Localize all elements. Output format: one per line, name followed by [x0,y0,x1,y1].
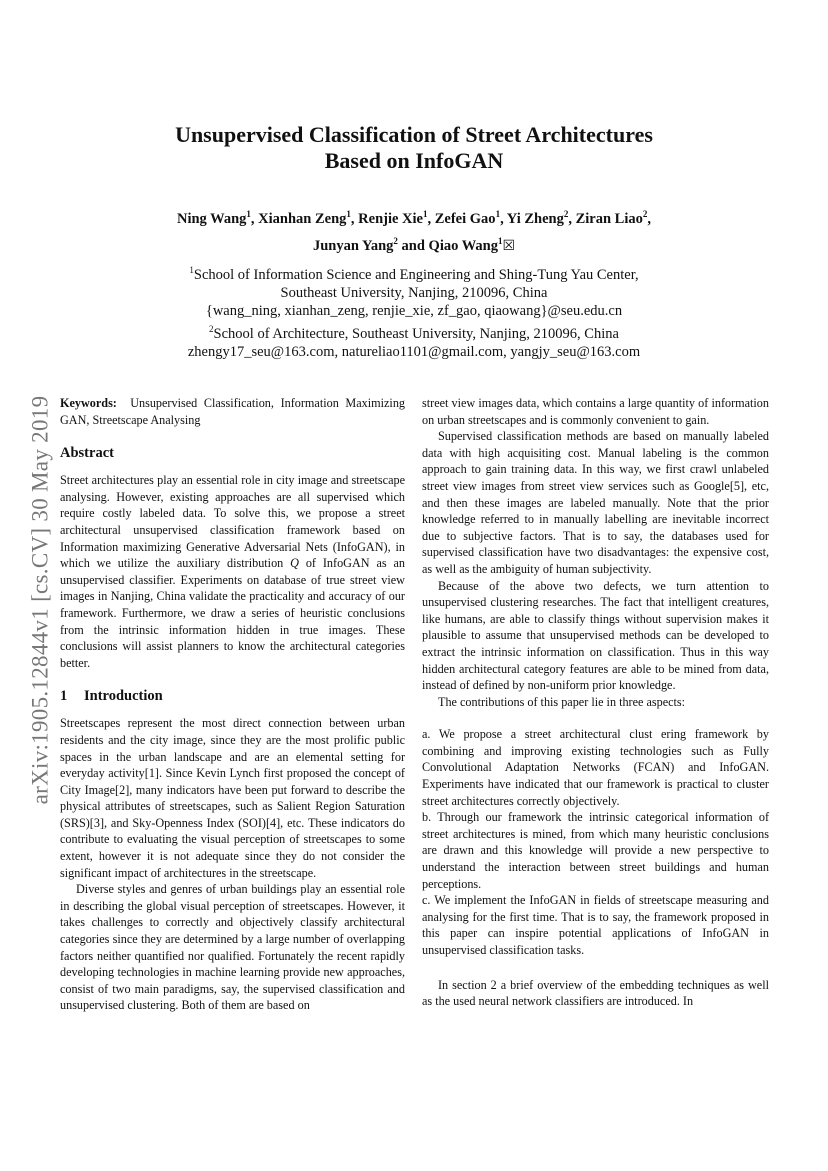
affiliation-2-emails: zhengy17_seu@163.com, natureliao1101@gmail.com, yangjy_seu@163.com [187,343,641,360]
author-name: Ziran Liao [575,210,643,227]
paragraph-section-overview: In section 2 a brief overview of the embedding techniques as well as the used neural network classifiers are introduced. In [422,977,769,1009]
title-line-1: Unsupervised Classification of Street Architectures [175,122,653,147]
right-column [422,395,769,1010]
contribution-item-a: a. We propose a street architectural clust ering framework by combining and improving existing technologies such as Fully Convolutional Adaptation Networks (FCAN) and InfoGAN. Experiments have indicated that our framework is practical to cluster street architectures correctly objectively. [422,727,769,808]
author-name: Junyan Yang [312,237,394,254]
author-affiliation-marker: 2 [563,209,569,219]
arxiv-identifier: arXiv:1905.12844v1 [cs.CV] 30 May 2019 [27,395,52,805]
affiliations [60,261,768,361]
paragraph-contributions: The contributions of this paper lie in three aspects: [438,694,686,709]
contribution-item-c: c. We implement the InfoGAN in fields of streetscape measuring and analysing for the first time. That is to say, the framework proposed in this paper can inspire potential applications of InfoGAN in unsupervised classification tasks. [422,893,769,957]
intro-paragraph-1: Streetscapes represent the most direct connection between urban residents and the city image, since they are the most prolific public spaces in the urban landscape and are an elemental setting for everyday activity[1]. Since Kevin Lynch first proposed the concept of City Image[2], many indicators have been put forward to describe the physical attributes of streetscapes, such as Salient Region Saturation (SRS)[3], and Sky-Openness Index (SOI)[4], etc. These indicators do contribute to evaluating the visual perception of streetscapes to some extent, however it is not adequate since they do not consider the significant impact of architectures in the streetscape. [60,716,405,880]
paper-title [60,122,768,174]
math-symbol-q: Q [290,556,299,571]
author-affiliation-marker: 1 [246,209,251,219]
author-name: Ning Wang [176,210,247,227]
author-affiliation-marker: 1 [495,209,501,219]
author-name: Xianhan Zeng [258,210,347,227]
introduction-heading [60,687,405,705]
section-title: Introduction [84,688,163,705]
author-affiliation-marker: 1 [346,209,351,219]
intro-paragraph-2: Diverse styles and genres of urban buildings play an essential role in describing the global visual perception of streetscapes. However, it takes challenges to correctly and objectively classify architectural categories since they are determined by a large number of overlapping factors neither quantified nor qualified. Fortunately the recent rapidly developing technologies in machine learning provide new approaches, consist of two main paradigms, say, the supervised classification and unsupervised clustering. Both of them are based on [60,882,405,1013]
abstract-heading: Abstract [60,445,114,462]
affiliation-1-emails: {wang_ning, xianhan_zeng, renjie_xie, zf_gao, qiaowang}@seu.edu.cn [205,302,623,319]
author-affiliation-marker: 1 [423,209,428,219]
section-number: 1 [60,688,68,705]
spacer [422,959,769,977]
affiliation-2-marker: 2 [209,323,214,334]
author-name: Zefei Gao [434,210,496,227]
abstract-text: Street architectures play an essential role in city image and streetscape analysing. However, existing approaches are all supervised which require costly labeled data. To solve this, we propose a street architectural unsupervised classification framework based on Information maximizing Generative Adversarial Nets (InfoGAN), in which we utilize the auxiliary distribution Q of InfoGAN as an unsupervised classifier. Experiments on database of true street view images in Nanjing, China validate the practicality and accuracy of our framework. Furthermore, we draw a series of heuristic conclusions from the intrinsic information hidden in true images. These conclusions will assist planners to know the architectural categories better. [60,473,405,670]
author-line-1: Ning Wang$^1$, Xianhan Zeng$^1$, Renjie Xie$^1$, Zefei Gao$^1$, Yi Zheng$^2$, Ziran Liao$^2$, [176,209,652,227]
paragraph-defects: Because of the above two defects, we turn attention to unsupervised clustering researches. The fact that intelligent creatures, like humans, are able to classify things without supervision makes it plausible to assume that unsupervised methods can be developed to extract the intrinsic information on classification. Thus in this way hidden architectural category features are able to be mined from data, instead of defined by non-uniform prior knowledge. [422,578,769,693]
affiliation-1-marker: 1 [189,265,194,275]
author-affiliation-marker: 2 [642,209,648,219]
keywords [60,395,405,428]
envelope-icon: ☒ [502,238,516,254]
keywords-label: Keywords: [60,396,117,410]
paragraph-supervised: Supervised classification methods are based on manually labeled data with high acquisiting cost. Manual labeling is the common approach to gain training data. In this way, we first crawl unlabeled street view images from street view services such as Google[5], etc, and then these images are labeled manually. Note that the prior knowledge referred to in manually labelling are inevitable incorrect due to subjective factors. That is to say, the databases used for supervised classification have two disadvantages: the expensive cost, as well as the ambiguity of human subjectivity. [422,429,769,576]
affiliation-1-line-1 [60,261,768,284]
author-name: Qiao Wang [428,237,498,254]
contribution-item-b: b. Through our framework the intrinsic categorical information of street architectures is mined, from which many heuristic conclusions are drawn and this knowledge will provide a new perspective to understand the interaction between street buildings and human perceptions. [422,810,769,891]
affiliation-1-line-2: Southeast University, Nanjing, 210096, China [280,284,548,301]
affiliation-2-name: School of Architecture, Southeast University, Nanjing, 210096, China [213,325,619,342]
affiliation-1-name: School of Information Science and Engineering and Shing-Tung Yau Center, [193,266,639,283]
left-column [60,395,405,1014]
author-list [60,203,768,258]
author-affiliation-marker: 1 [497,235,503,246]
spacer [422,710,769,726]
paragraph-continuation: street view images data, which contains a large quantity of information on urban streetscapes and is commonly convenient to gain. [422,396,769,427]
author-line-2: Junyan Yang$^2$ and Qiao Wang$^1$☒ [312,235,516,254]
author-name: Renjie Xie [358,210,423,227]
keywords-text: Unsupervised Classification, Information Maximizing GAN, Streetscape Analysing [60,396,406,427]
title-line-2: Based on InfoGAN [324,148,504,173]
author-name: Yi Zheng [506,210,564,227]
affiliation-2-line-1 [60,320,768,343]
arxiv-sidebar [20,350,60,850]
author-affiliation-marker: 2 [393,235,398,246]
